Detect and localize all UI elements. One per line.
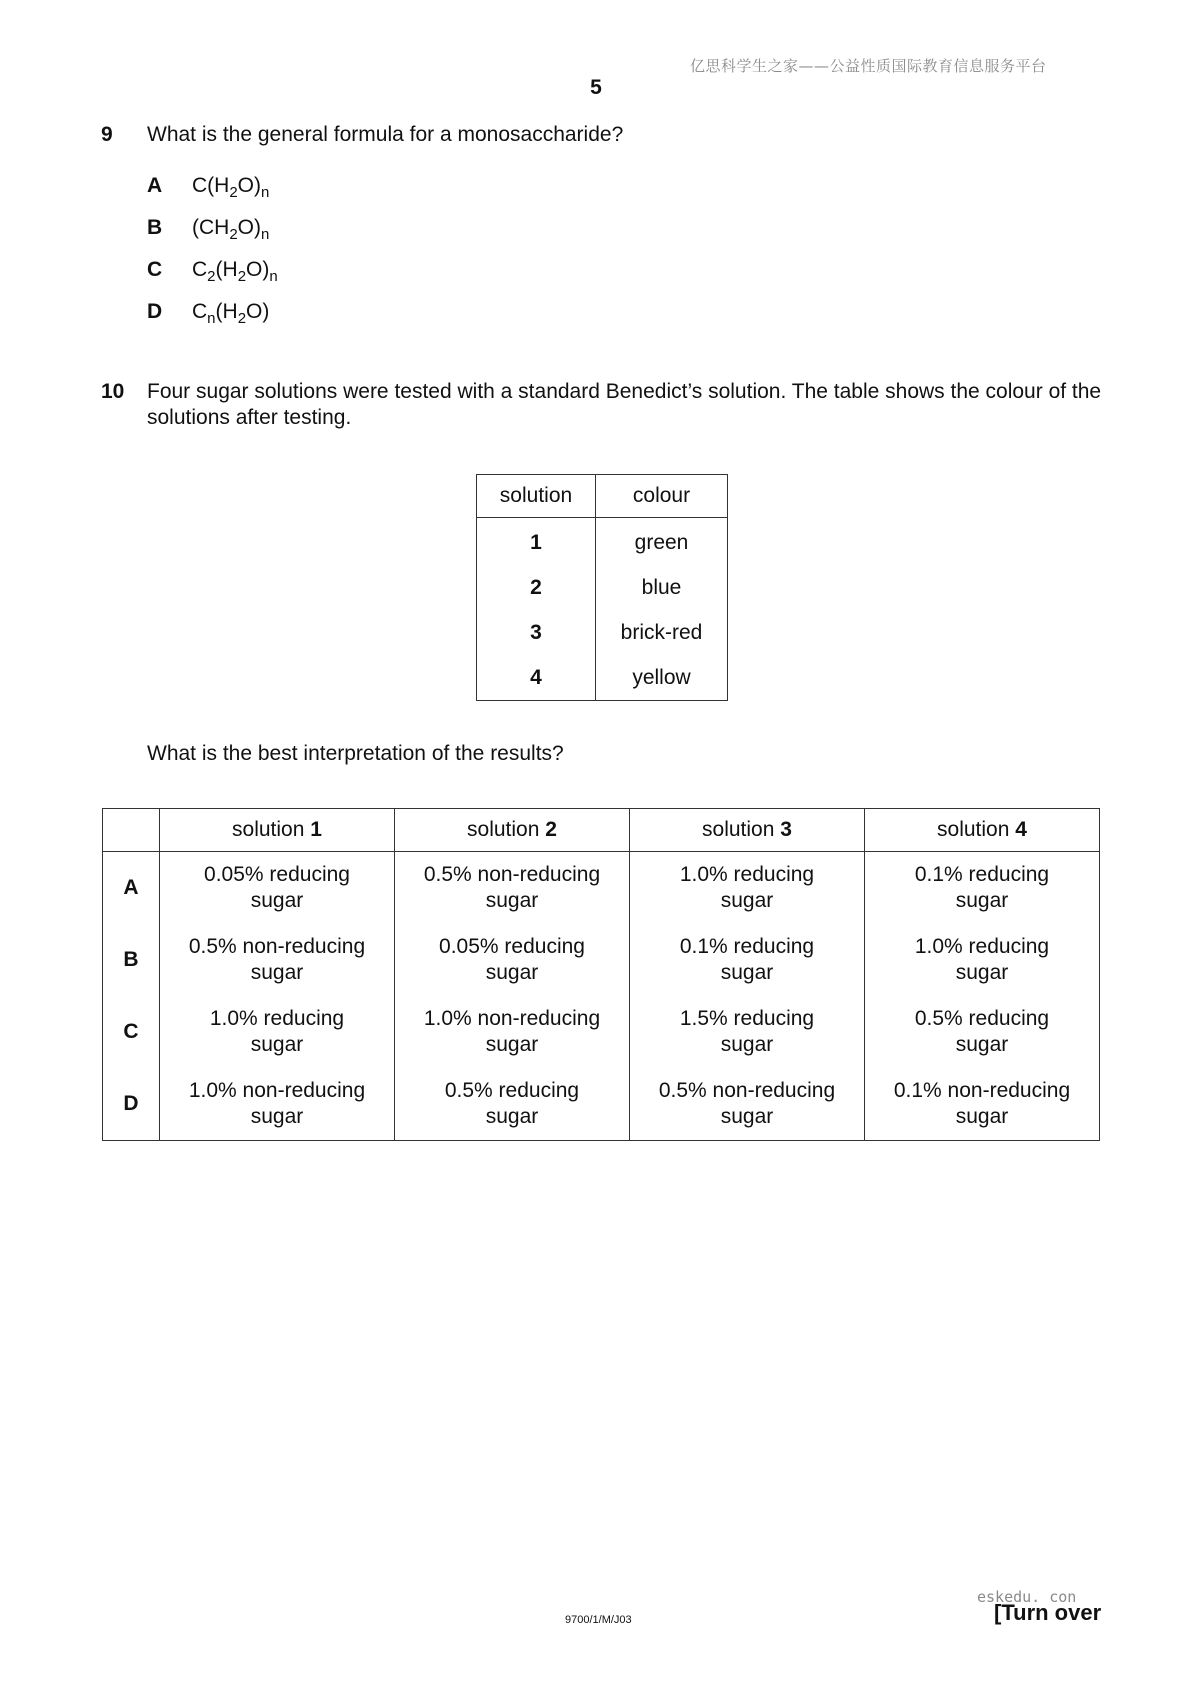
cell-line: 0.1% reducing <box>679 935 815 958</box>
header-solution-4 <box>865 809 1100 852</box>
table-row <box>477 518 728 566</box>
cell-line: 0.5% reducing <box>444 1079 580 1102</box>
formula-text: (CH <box>192 216 230 239</box>
formula-subscript: 2 <box>237 310 247 327</box>
cell-line: 1.0% reducing <box>914 935 1050 958</box>
formula-subscript: 2 <box>229 226 238 243</box>
cell-line: sugar <box>955 961 1009 984</box>
header-prefix: solution <box>467 818 540 841</box>
formula-subscript: n <box>261 226 270 243</box>
formula-text: C(H <box>192 174 230 197</box>
cell-line: sugar <box>250 1033 304 1056</box>
solution-number: 4 <box>477 655 596 701</box>
option-row-b <box>103 924 1100 996</box>
header-prefix: solution <box>702 818 775 841</box>
cell-line: sugar <box>485 961 539 984</box>
header-solution-number: 2 <box>545 818 557 841</box>
formula-text: O) <box>237 216 261 239</box>
table-row <box>477 610 728 655</box>
header-solution-number: 3 <box>780 818 792 841</box>
option-row-a <box>103 852 1100 925</box>
cell-line: sugar <box>720 1105 774 1128</box>
formula-text: O) <box>237 174 261 197</box>
cell-line: sugar <box>720 1033 774 1056</box>
cell-line: 1.0% non-reducing <box>188 1079 366 1102</box>
formula-text: (H <box>215 258 238 281</box>
cell-line: 0.1% reducing <box>914 863 1050 886</box>
interpretation-cell <box>865 996 1100 1068</box>
cell-line: 1.0% non-reducing <box>423 1007 601 1030</box>
cell-line: sugar <box>720 961 774 984</box>
question-text: Four sugar solutions were tested with a standard Benedict’s solution. The table shows the colour of the solutions after testing. <box>147 380 1102 429</box>
watermark-bottom: eskedu. con <box>977 1588 1077 1606</box>
option-formula <box>192 174 270 201</box>
cell-line: 1.0% reducing <box>209 1007 345 1030</box>
header-solution-number: 1 <box>310 818 322 841</box>
solution-number: 3 <box>477 610 596 655</box>
formula-text: C <box>192 258 208 281</box>
interpretation-cell <box>630 996 865 1068</box>
table-row <box>477 565 728 610</box>
option-letter: C <box>147 258 163 281</box>
option-letter: D <box>147 300 163 323</box>
table-row <box>477 655 728 701</box>
cell-line: sugar <box>250 961 304 984</box>
solution-colour: yellow <box>596 655 728 701</box>
cell-line: 0.5% non-reducing <box>658 1079 836 1102</box>
turn-over-label: [Turn over <box>994 1600 1102 1625</box>
formula-subscript: 2 <box>229 184 238 201</box>
cell-line: 0.5% non-reducing <box>423 863 601 886</box>
formula-subscript: n <box>269 268 278 285</box>
cell-line: 0.05% reducing <box>204 863 350 886</box>
header-solution-number: 4 <box>1015 818 1027 841</box>
interpretation-cell <box>865 852 1100 925</box>
cell-line: sugar <box>250 889 304 912</box>
interpretation-cell <box>395 996 630 1068</box>
header-prefix: solution <box>937 818 1010 841</box>
option-letter: C <box>103 996 160 1068</box>
interpretation-cell <box>630 1068 865 1141</box>
option-letter: B <box>103 924 160 996</box>
cell-line: 0.05% reducing <box>439 935 585 958</box>
cell-line: sugar <box>485 889 539 912</box>
header-solution-1 <box>160 809 395 852</box>
paper-code: 9700/1/M/J03 <box>565 1614 632 1626</box>
cell-line: 1.0% reducing <box>679 863 815 886</box>
solution-colour: green <box>596 518 728 566</box>
header-solution-2 <box>395 809 630 852</box>
cell-line: 0.1% non-reducing <box>893 1079 1071 1102</box>
page-number: 5 <box>590 76 602 99</box>
cell-line: sugar <box>485 1033 539 1056</box>
interpretation-cell <box>865 1068 1100 1141</box>
cell-line: sugar <box>955 889 1009 912</box>
interpretation-cell <box>160 924 395 996</box>
option-row-c <box>103 996 1100 1068</box>
interpretation-cell <box>160 852 395 925</box>
option-formula <box>192 216 270 243</box>
question-text: What is the general formula for a monosaccharide? <box>147 123 624 146</box>
watermark-top: 亿思科学生之家——公益性质国际教育信息服务平台 <box>690 57 1047 75</box>
cell-line: 1.5% reducing <box>679 1007 815 1030</box>
cell-line: sugar <box>485 1105 539 1128</box>
header-colour: colour <box>596 475 728 518</box>
solution-colour: brick-red <box>596 610 728 655</box>
option-letter: D <box>103 1068 160 1141</box>
question-number: 10 <box>101 380 125 403</box>
formula-text: O) <box>246 258 270 281</box>
cell-line: 0.5% non-reducing <box>188 935 366 958</box>
question-10-prompt: What is the best interpretation of the results? <box>147 742 564 765</box>
option-letter: A <box>103 852 160 925</box>
formula-subscript: n <box>261 184 270 201</box>
header-solution: solution <box>477 475 596 518</box>
formula-subscript: n <box>207 310 216 327</box>
formula-subscript: 2 <box>207 268 216 285</box>
table-header-row <box>477 475 728 518</box>
option-letter: B <box>147 216 163 239</box>
cell-line: sugar <box>720 889 774 912</box>
interpretation-cell <box>395 924 630 996</box>
option-letter: A <box>147 174 163 197</box>
header-solution-3 <box>630 809 865 852</box>
table-header-row <box>103 809 1100 852</box>
interpretation-cell <box>630 924 865 996</box>
header-prefix: solution <box>232 818 305 841</box>
cell-line: sugar <box>955 1033 1009 1056</box>
formula-text: C <box>192 300 208 323</box>
interpretation-cell <box>160 996 395 1068</box>
solution-colour: blue <box>596 565 728 610</box>
cell-line: sugar <box>250 1105 304 1128</box>
interpretation-cell <box>630 852 865 925</box>
cell-line: 0.5% reducing <box>914 1007 1050 1030</box>
option-formula <box>192 258 278 285</box>
header-blank <box>103 809 160 852</box>
interpretation-cell <box>865 924 1100 996</box>
solution-number: 1 <box>477 518 596 566</box>
interpretation-cell <box>160 1068 395 1141</box>
interpretation-options-table <box>102 808 1100 1141</box>
cell-line: sugar <box>955 1105 1009 1128</box>
option-row-d <box>103 1068 1100 1141</box>
option-formula <box>192 300 270 327</box>
interpretation-cell <box>395 852 630 925</box>
solution-number: 2 <box>477 565 596 610</box>
formula-text: O) <box>246 300 270 323</box>
question-number: 9 <box>101 123 113 146</box>
formula-subscript: 2 <box>237 268 247 285</box>
colour-results-table <box>476 474 728 701</box>
formula-text: (H <box>215 300 238 323</box>
interpretation-cell <box>395 1068 630 1141</box>
